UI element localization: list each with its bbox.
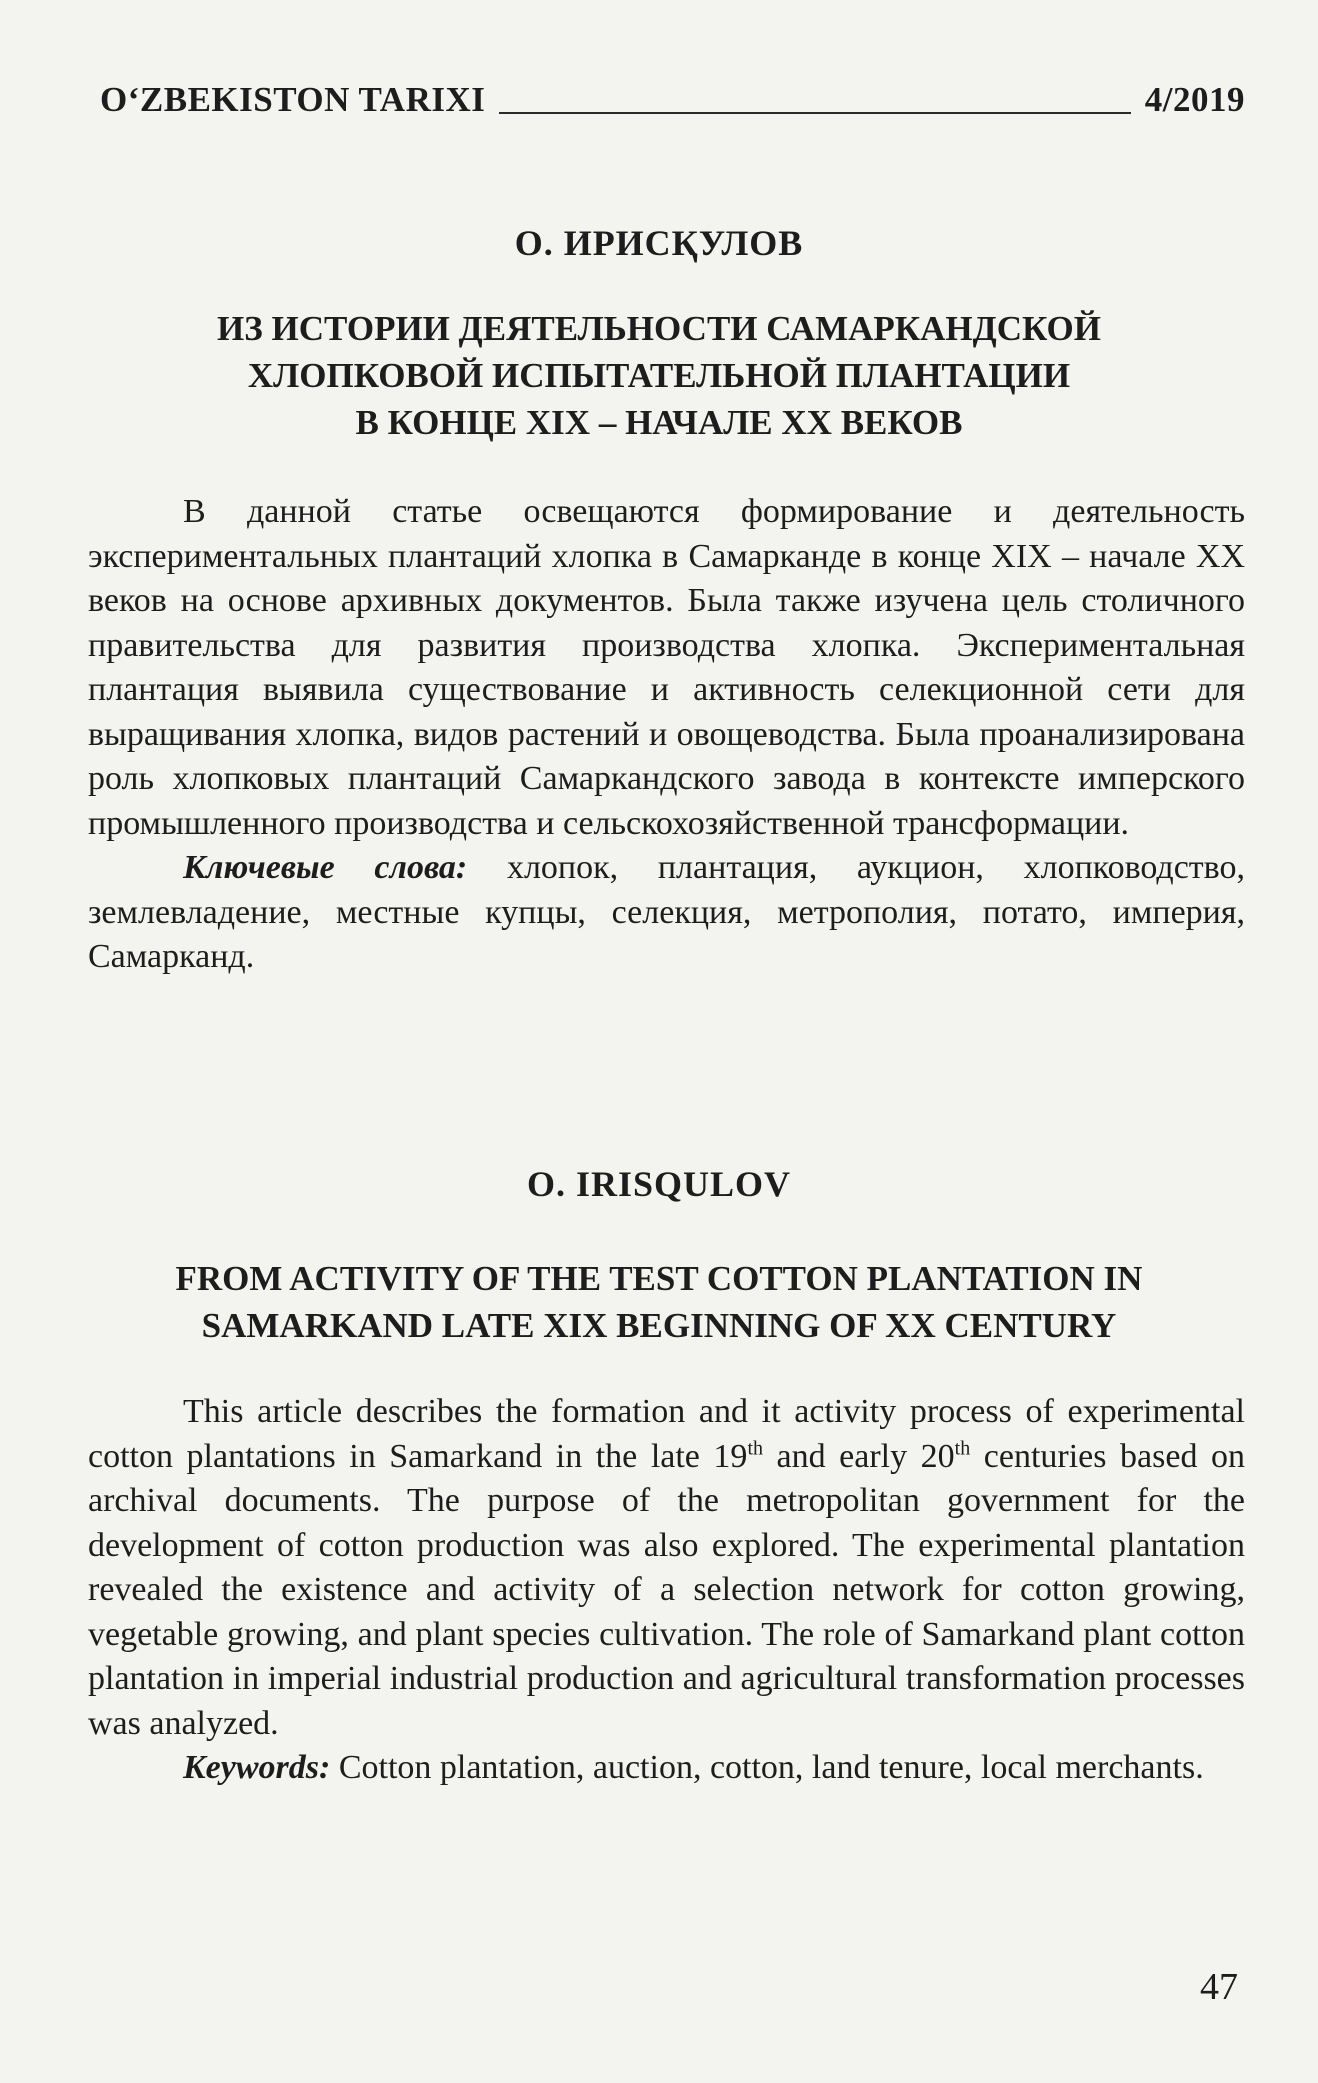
- abstract-en-text: [88, 1390, 1245, 1746]
- keywords-en: [88, 1746, 1245, 1791]
- keywords-en-text: Cotton plantation, auction, cotton, land tenure, local merchants.: [330, 1749, 1204, 1786]
- abstract-en-part: and early 20: [763, 1437, 955, 1475]
- abstract-en-part: This article describes the formation and it activity process of experimental cotton plantations in Samarkand in the late 19: [88, 1393, 1245, 1475]
- keywords-ru-label: Ключевые слова:: [183, 849, 468, 886]
- keywords-en-label: Keywords:: [183, 1749, 331, 1786]
- abstract-en-part: centuries based on archival documents. The purpose of the metropolitan government for the development of cotton production was also explored. The experimental plantation revealed the existence and activity of a selection network for cotton growing, vegetable growing, and plant species cultivation. The role of Samarkand plant cotton plantation in imperial industrial production and agricultural transformation processes was analyzed.: [88, 1437, 1245, 1742]
- article-title-en: [100, 1255, 1218, 1349]
- running-header: [100, 60, 1245, 120]
- author-name-ru: О. ИРИСҚУЛОВ: [514, 223, 804, 263]
- title-en-line: FROM ACTIVITY OF THE TEST COTTON PLANTATION IN: [175, 1259, 1143, 1298]
- journal-title: O‘ZBEKISTON TARIXI: [100, 80, 486, 119]
- title-ru-line: В КОНЦЕ XIX – НАЧАЛЕ XX ВЕКОВ: [355, 403, 963, 442]
- title-en-line: SAMARKAND LATE XIX BEGINNING OF XX CENTURY: [201, 1306, 1117, 1345]
- ordinal-suffix: th: [747, 1437, 763, 1460]
- ordinal-suffix: th: [954, 1437, 971, 1460]
- keywords-ru: [88, 846, 1245, 980]
- issue-number: 4/2019: [1144, 80, 1245, 119]
- article-title-ru: [120, 305, 1198, 446]
- abstract-ru: [88, 490, 1245, 980]
- title-ru-line: ХЛОПКОВОЙ ИСПЫТАТЕЛЬНОЙ ПЛАНТАЦИИ: [247, 356, 1071, 395]
- keywords-ru-text: хлопок, плантация, аукцион, хлопководство, землевладение, местные купцы, селекция, метрополия, потато, империя, Самарканд.: [88, 849, 1245, 975]
- author-name-en: O. IRISQULOV: [526, 1164, 792, 1204]
- abstract-ru-text: В данной статье освещаются формирование и деятельность экспериментальных плантаций хлопка в Самарканде в конце XIX – начале XX веков на основе архивных документов. Была также изучена цель столичного правительства для развития производства хлопка. Экспериментальная плантация выявила существование и активность селекционной сети для выращивания хлопка, видов растений и овощеводства. Была проанализирована роль хлопковых плантаций Самаркандского завода в контексте имперского промышленного производства и сельскохозяйственной трансформации.: [88, 493, 1245, 842]
- header-rule: [499, 111, 1130, 114]
- abstract-en: [88, 1390, 1245, 1791]
- title-ru-line: ИЗ ИСТОРИИ ДЕЯТЕЛЬНОСТИ САМАРКАНДСКОЙ: [217, 309, 1101, 348]
- page-number: 47: [1200, 1966, 1238, 2008]
